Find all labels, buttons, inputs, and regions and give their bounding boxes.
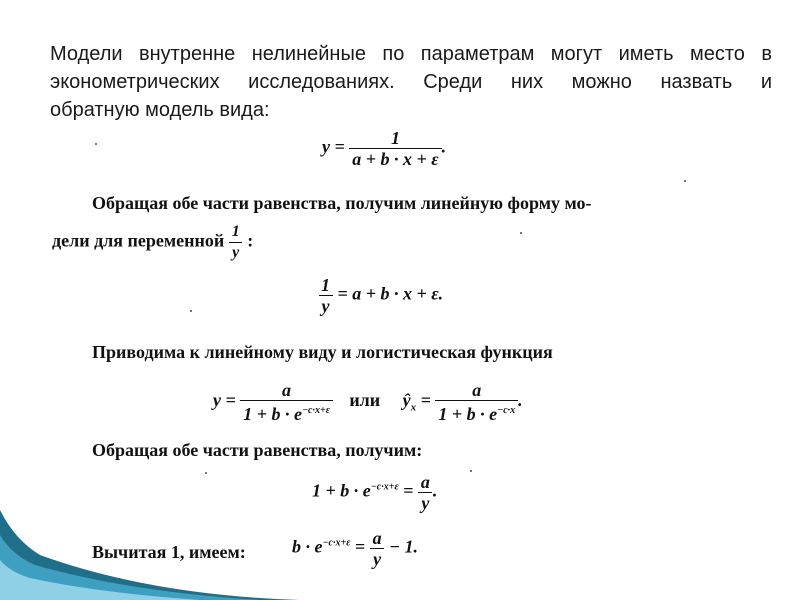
formula3-den2-exponent: −c·x	[497, 405, 516, 416]
scan-speck	[470, 470, 472, 472]
formula3-fraction-2	[435, 380, 518, 424]
formula5-lhs-base: b · e	[292, 536, 323, 557]
scan-speck	[95, 143, 97, 145]
formula3-fraction	[240, 380, 333, 424]
formula4-period: .	[432, 480, 438, 501]
formula3-lhs: y =	[213, 390, 236, 411]
text-subtract-one	[92, 542, 246, 563]
intro-line-2: эконометрических исследованиях. Среди них можно назвать и	[50, 71, 772, 93]
text-invert-both-sides-2	[92, 440, 422, 461]
formula1-fraction	[349, 128, 441, 169]
formula-linear-form	[318, 275, 443, 316]
formula-subtracted	[292, 528, 418, 569]
formula4-fraction	[418, 472, 433, 513]
formula3-lhs2: ŷ	[402, 390, 411, 411]
formula-logistic	[213, 380, 523, 424]
intro-line-1: Модели внутренне нелинейные по параметрам могут иметь место в	[50, 43, 772, 65]
formula4-eq: =	[403, 480, 414, 501]
formula3-den-base: 1 + b · e	[243, 404, 302, 424]
formula5-eq: =	[354, 536, 366, 557]
text3: Обращая обе части равенства, получим:	[92, 440, 423, 460]
formula1-lhs: y =	[322, 136, 345, 157]
formula1-numerator: 1	[390, 128, 400, 148]
formula3-period: .	[518, 390, 523, 411]
formula1-period: .	[441, 136, 447, 157]
formula1-denominator: a + b · x + ε	[349, 148, 441, 169]
text2: Приводима к линейному виду и логистическая функция	[92, 342, 553, 362]
formula5-rhs: − 1.	[389, 536, 418, 557]
scan-speck	[520, 232, 522, 234]
formula3-lhs2-subscript: x	[410, 401, 417, 414]
text1-frac-numerator: 1	[231, 223, 240, 240]
formula3-or: или	[349, 390, 381, 411]
scan-speck	[205, 472, 207, 474]
formula3-denominator	[240, 400, 333, 424]
text4: Вычитая 1, имеем:	[92, 542, 246, 562]
formula2-denominator: y	[319, 295, 333, 316]
formula3-den2-base: 1 + b · e	[438, 404, 498, 424]
text1-colon: :	[247, 230, 254, 251]
formula2-numerator: 1	[321, 275, 330, 295]
formula3-numerator-2: a	[472, 380, 482, 400]
formula5-lhs-exponent: −c·x+ε	[322, 537, 351, 549]
formula4-lhs-base: 1 + b · e	[312, 480, 371, 501]
formula3-eq: =	[420, 390, 431, 411]
text-logistic-function	[92, 342, 553, 363]
formula3-numerator: a	[282, 380, 292, 400]
formula4-numerator: a	[420, 472, 430, 492]
formula-inverse-model	[322, 128, 446, 169]
formula2-fraction	[318, 275, 333, 316]
intro-paragraph	[50, 40, 772, 124]
scan-speck	[190, 310, 192, 312]
formula-inverted-logistic	[312, 472, 437, 513]
formula5-numerator: a	[372, 528, 382, 548]
formula3-denominator-2	[435, 400, 518, 424]
formula5-fraction	[370, 528, 385, 569]
text-invert-both-sides	[92, 193, 732, 214]
text1-fraction	[229, 222, 243, 263]
text1-line-2: дели для переменной	[52, 230, 225, 251]
formula3-den-exponent: −c·x+ε	[302, 405, 330, 416]
intro-line-3: обратную модель вида:	[50, 99, 270, 121]
formula4-denominator: y	[418, 492, 432, 513]
formula5-denominator: y	[370, 548, 384, 569]
text1-line-1: Обращая обе части равенства, получим линейную форму мо-	[92, 193, 592, 213]
text1-frac-denominator: y	[229, 242, 242, 263]
text1-line-2-container	[52, 222, 253, 263]
formula4-lhs-exponent: −c·x+ε	[370, 481, 399, 493]
formula2-rhs: = a + b · x + ε.	[337, 283, 444, 304]
scan-speck	[684, 180, 686, 182]
